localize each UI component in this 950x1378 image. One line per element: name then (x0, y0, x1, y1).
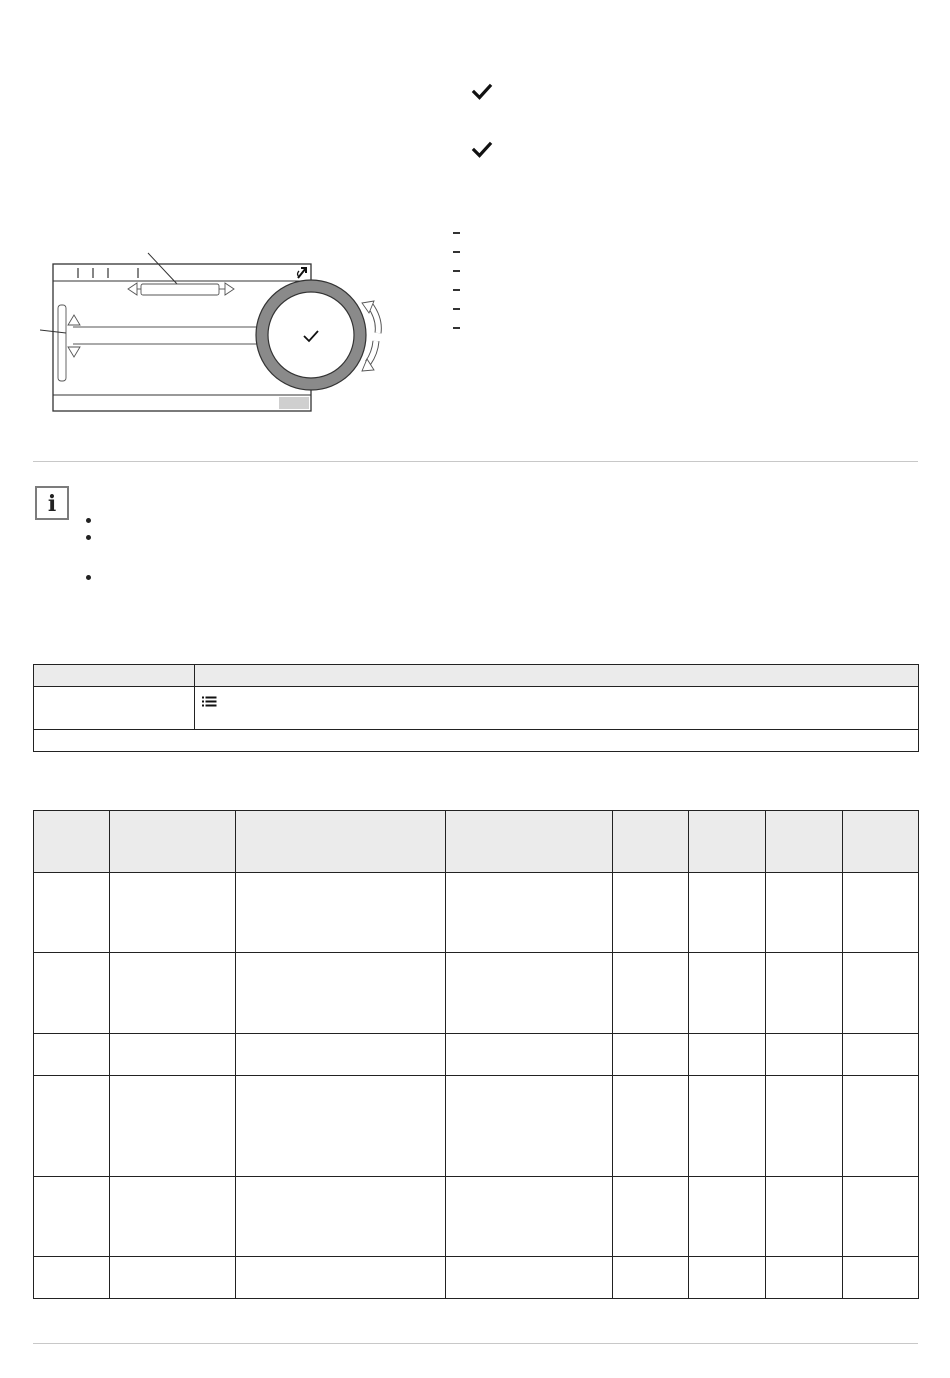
table-cell (766, 873, 843, 953)
table-cell (613, 1177, 689, 1257)
table-row (34, 873, 919, 953)
table-row (34, 1177, 919, 1257)
check-icon (471, 81, 493, 103)
table-cell (34, 1076, 110, 1177)
table-header-cell (843, 811, 919, 873)
list-item (453, 232, 460, 234)
table-cell (34, 687, 195, 730)
divider (33, 461, 918, 462)
table-cell (843, 873, 919, 953)
table-cell (689, 1034, 766, 1076)
table-cell (34, 1257, 110, 1299)
info-icon (35, 486, 69, 520)
table-cell (446, 953, 613, 1034)
table-cell (613, 1034, 689, 1076)
parameter-table (33, 810, 919, 1299)
menu-list-icon (202, 696, 217, 707)
table-cell (613, 1076, 689, 1177)
table-cell (689, 1076, 766, 1177)
table-cell (446, 1076, 613, 1177)
table-cell (689, 1257, 766, 1299)
table-header-cell (613, 811, 689, 873)
table-row (34, 1034, 919, 1076)
table-cell (34, 953, 110, 1034)
table-cell (110, 1257, 236, 1299)
table-cell (843, 1076, 919, 1177)
table-cell (236, 1177, 446, 1257)
table-cell (446, 1257, 613, 1299)
table-cell (843, 953, 919, 1034)
table-cell (766, 953, 843, 1034)
footer-divider (33, 1343, 918, 1344)
table-cell (446, 1034, 613, 1076)
table-cell (766, 1177, 843, 1257)
table-header-cell (446, 811, 613, 873)
list-item (453, 270, 460, 272)
info-glyph: i (47, 491, 57, 517)
list-item (453, 251, 460, 253)
list-item (86, 518, 91, 523)
table-row (34, 953, 919, 1034)
rotary-dial (256, 280, 366, 390)
table-row (34, 1257, 919, 1299)
table-cell (766, 1034, 843, 1076)
table-cell (195, 687, 919, 730)
table-header-cell (766, 811, 843, 873)
table-header-cell (110, 811, 236, 873)
table-cell (766, 1257, 843, 1299)
check-icon (471, 139, 493, 161)
table-cell (236, 1034, 446, 1076)
table-cell (110, 953, 236, 1034)
menu-path-table (33, 664, 919, 752)
control-panel-figure (40, 245, 390, 420)
table-cell (236, 873, 446, 953)
table-cell (34, 1177, 110, 1257)
table-header-cell (689, 811, 766, 873)
table-cell (446, 873, 613, 953)
table-cell (689, 873, 766, 953)
table-cell (446, 1177, 613, 1257)
table-cell (843, 1034, 919, 1076)
table-header-cell (34, 811, 110, 873)
table-cell (689, 1177, 766, 1257)
list-item (453, 327, 460, 329)
table-cell (613, 953, 689, 1034)
table-header-cell (195, 665, 919, 687)
table-row (34, 1076, 919, 1177)
table-cell (843, 1177, 919, 1257)
list-item (86, 575, 91, 580)
table-cell (34, 1034, 110, 1076)
table-cell (843, 1257, 919, 1299)
table-cell (236, 1076, 446, 1177)
table-cell (34, 730, 919, 752)
table-cell (110, 873, 236, 953)
list-item (86, 535, 91, 540)
table-cell (766, 1076, 843, 1177)
table-cell (613, 1257, 689, 1299)
table-cell (110, 1076, 236, 1177)
table-cell (613, 873, 689, 953)
table-cell (236, 1257, 446, 1299)
table-cell (34, 873, 110, 953)
list-item (453, 289, 460, 291)
list-item (453, 308, 460, 310)
table-header-cell (34, 665, 195, 687)
table-cell (110, 1034, 236, 1076)
table-cell (236, 953, 446, 1034)
table-cell (689, 953, 766, 1034)
table-header-cell (236, 811, 446, 873)
table-cell (110, 1177, 236, 1257)
